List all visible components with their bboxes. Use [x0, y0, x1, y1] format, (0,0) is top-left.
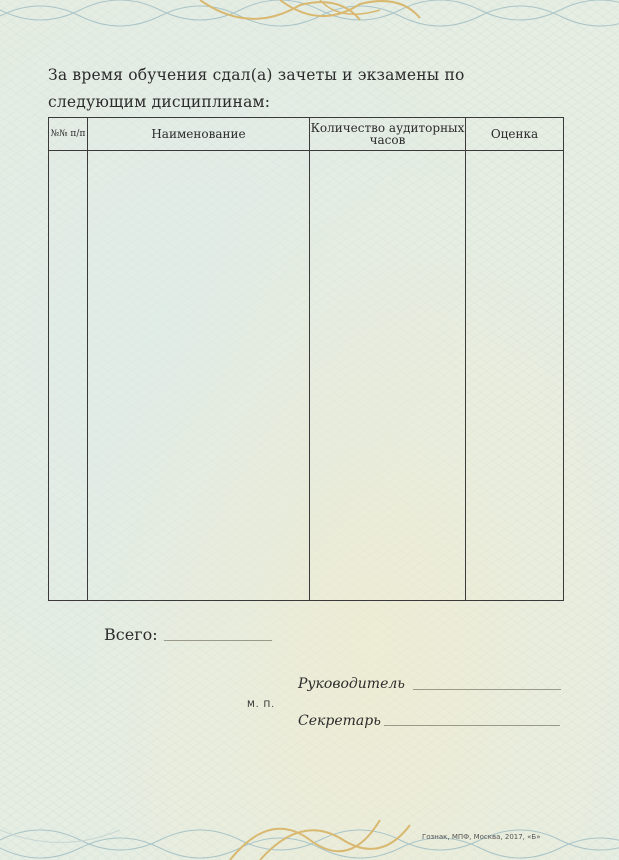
cell-hours	[310, 151, 466, 601]
table-header-row	[49, 118, 564, 151]
cell-name	[88, 151, 310, 601]
heading-text: За время обучения сдал(а) зачеты и экзамены по следующим дисциплинам:	[48, 66, 465, 111]
head-signature-line	[413, 672, 561, 690]
cell-number	[49, 151, 88, 601]
column-header-hours: Количество аудиторных часов	[310, 118, 466, 151]
head-signature-label: Руководитель	[298, 676, 405, 692]
column-header-name: Наименование	[88, 118, 310, 151]
column-header-grade: Оценка	[466, 118, 564, 151]
top-guilloche-ornament	[0, 0, 619, 40]
column-header-number: №№ п/п	[49, 118, 88, 151]
total-line	[164, 622, 272, 641]
total-label: Всего:	[104, 625, 158, 644]
secretary-signature-line	[384, 708, 560, 726]
cell-grade	[466, 151, 564, 601]
secretary-signature-label: Секретарь	[298, 713, 381, 729]
printer-imprint: Гознак, МПФ, Москва, 2017, «Б»	[422, 833, 541, 841]
grades-table	[48, 117, 564, 601]
table-row-empty	[49, 151, 564, 601]
bottom-guilloche-ornament	[0, 800, 619, 860]
seal-label: М. П.	[247, 700, 276, 710]
